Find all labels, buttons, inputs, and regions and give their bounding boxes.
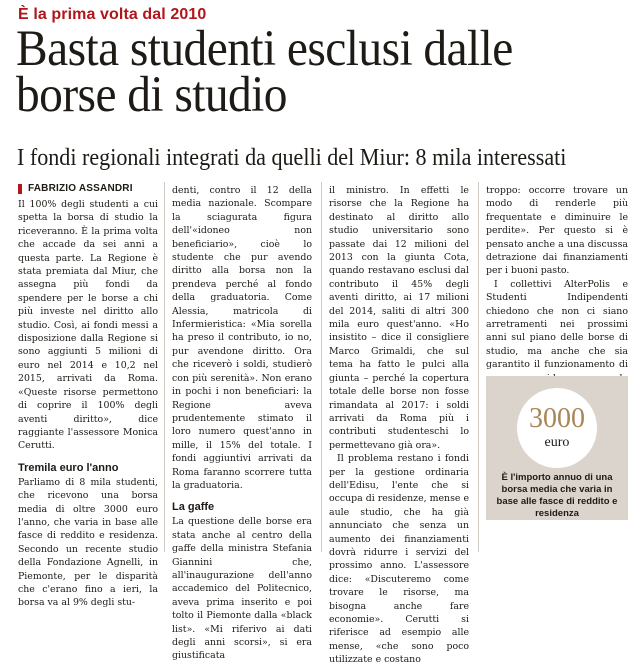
column-divider (321, 182, 322, 552)
figure-caption: È l'importo annuo di una borsa media che varia in base alle fasce di reddito e residenza (496, 472, 618, 519)
section-heading: Tremila euro l'anno (18, 461, 119, 474)
byline-author: FABRIZIO ASSANDRI (28, 183, 133, 194)
paragraph: Parliamo di 8 mila studenti, che ricevono una borsa media di oltre 3000 euro l'anno, che varia in base alle fasce di reddito e residenza. Secondo un recente studio della Fondazione Agnelli, in Piemonte, per le disparità che c'erano fino a ieri, la borsa va al 9% degli stu- (18, 476, 158, 609)
article-column-1 (18, 198, 158, 609)
column-divider (478, 182, 479, 552)
paragraph: troppo: occorre trovare un modo di renderle più frequentate e diminuire le perdite». Per questo si è pensato anche a una discussa detrazione dai finanziamenti per i buoni pasto. (486, 185, 628, 277)
paragraph: denti, contro il 12 della media nazionale. Scompare la sciagurata figura dell'«idoneo non beneficiario», cioè lo studente che pur avendo diritto alla borsa non la prendeva perché al fondo della graduatoria. Come Alessia, matricola di Infermieristica: «Mia sorella ha preso il contributo, io no, pur avendone diritto. Ora che riceverò i soldi, studierò con più serenità». Non erano in pochi i non beneficiari: la Regione aveva prudentemente stimato il loro numero quest'anno in mille, il 15% del totale. I fondi aggiuntivi arrivati da Roma faranno scorrere tutta la graduatoria. (172, 185, 312, 491)
article-column-2 (172, 184, 312, 662)
byline-marker (18, 184, 22, 194)
article-column-3 (329, 184, 469, 666)
byline (18, 183, 133, 194)
section-heading: La gaffe (172, 501, 215, 514)
column-divider (164, 182, 165, 552)
figure-number: 3000 (529, 403, 585, 434)
paragraph: il ministro. In effetti le risorse che la Regione ha destinato al diritto allo studio universitario sono passate dai 12 milioni del 2013 con la giunta Cota, quando restavano esclusi dal contributo il 45% degli aventi diritto, ai 17 milioni del 2014, saliti di altri 300 mila euro quest'anno. «Ho insistito – dice il consigliere Marco Grimaldi, che sul tema ha fatto le pulci alla giunta – perché la copertura totale delle borse non fosse rimandata al 2017: i soldi arrivati da Roma più i contributi studenteschi lo permettevano già ora». (329, 185, 469, 451)
paragraph: I collettivi AlterPolis e Studenti Indipendenti chiedono che non ci siano arretramenti nei prossimi anni sul piano delle borse di studio, ma anche che sia garantito il funzionamento di (486, 278, 628, 371)
info-box (486, 376, 628, 520)
figure-circle (517, 388, 597, 468)
subheadline: I fondi regionali integrati da quelli del Miur: 8 mila interessati (17, 145, 567, 171)
paragraph: Il problema restano i fondi per la gestione ordinaria dell'Edisu, l'ente che si occupa di residenze, mense e aule studio, che ha già annunciato che senza un aumento dei finanziamenti dovrà ridurre i servizi del prossimo anno. L'assessore dice: «Discuteremo come trovare le risorse, ma bisogna anche fare economie». Cerutti si riferisce ad esempio alle mense, «che sono poco utilizzate e costano (329, 453, 469, 666)
kicker: È la prima volta dal 2010 (18, 6, 207, 23)
paragraph: La questione delle borse era stata anche al centro della gaffe della ministra Stefania Giannini che, all'inaugurazione dell'anno accademico del Politecnico, aveva prima inserito e poi tolto il Piemonte dalla «black list». «Mi riferivo ai dati degli anni scorsi», si era giustificata (172, 516, 312, 662)
headline: Basta studenti esclusi dalle borse di studio (16, 21, 513, 123)
paragraph: Il 100% degli studenti a cui spetta la borsa di studio la riceveranno. È la prima volta che accade da sei anni a questa parte. La Regione è stata premiata dal Miur, che assegna più fondi da spendere per le borse a chi più investe nel diritto allo studio. Così, ai fondi messi a disposizione dalla Regione si sono aggiunti 5 milioni di euro nel 2014 e 10,2 nel 2015, arrivati da Roma. «Queste risorse permettono di coprire il 100% degli aventi diritto», dice raggiante l'assessore Monica Cerutti. (18, 199, 158, 452)
figure-unit: euro (544, 435, 570, 450)
article-column-4 (486, 184, 628, 371)
